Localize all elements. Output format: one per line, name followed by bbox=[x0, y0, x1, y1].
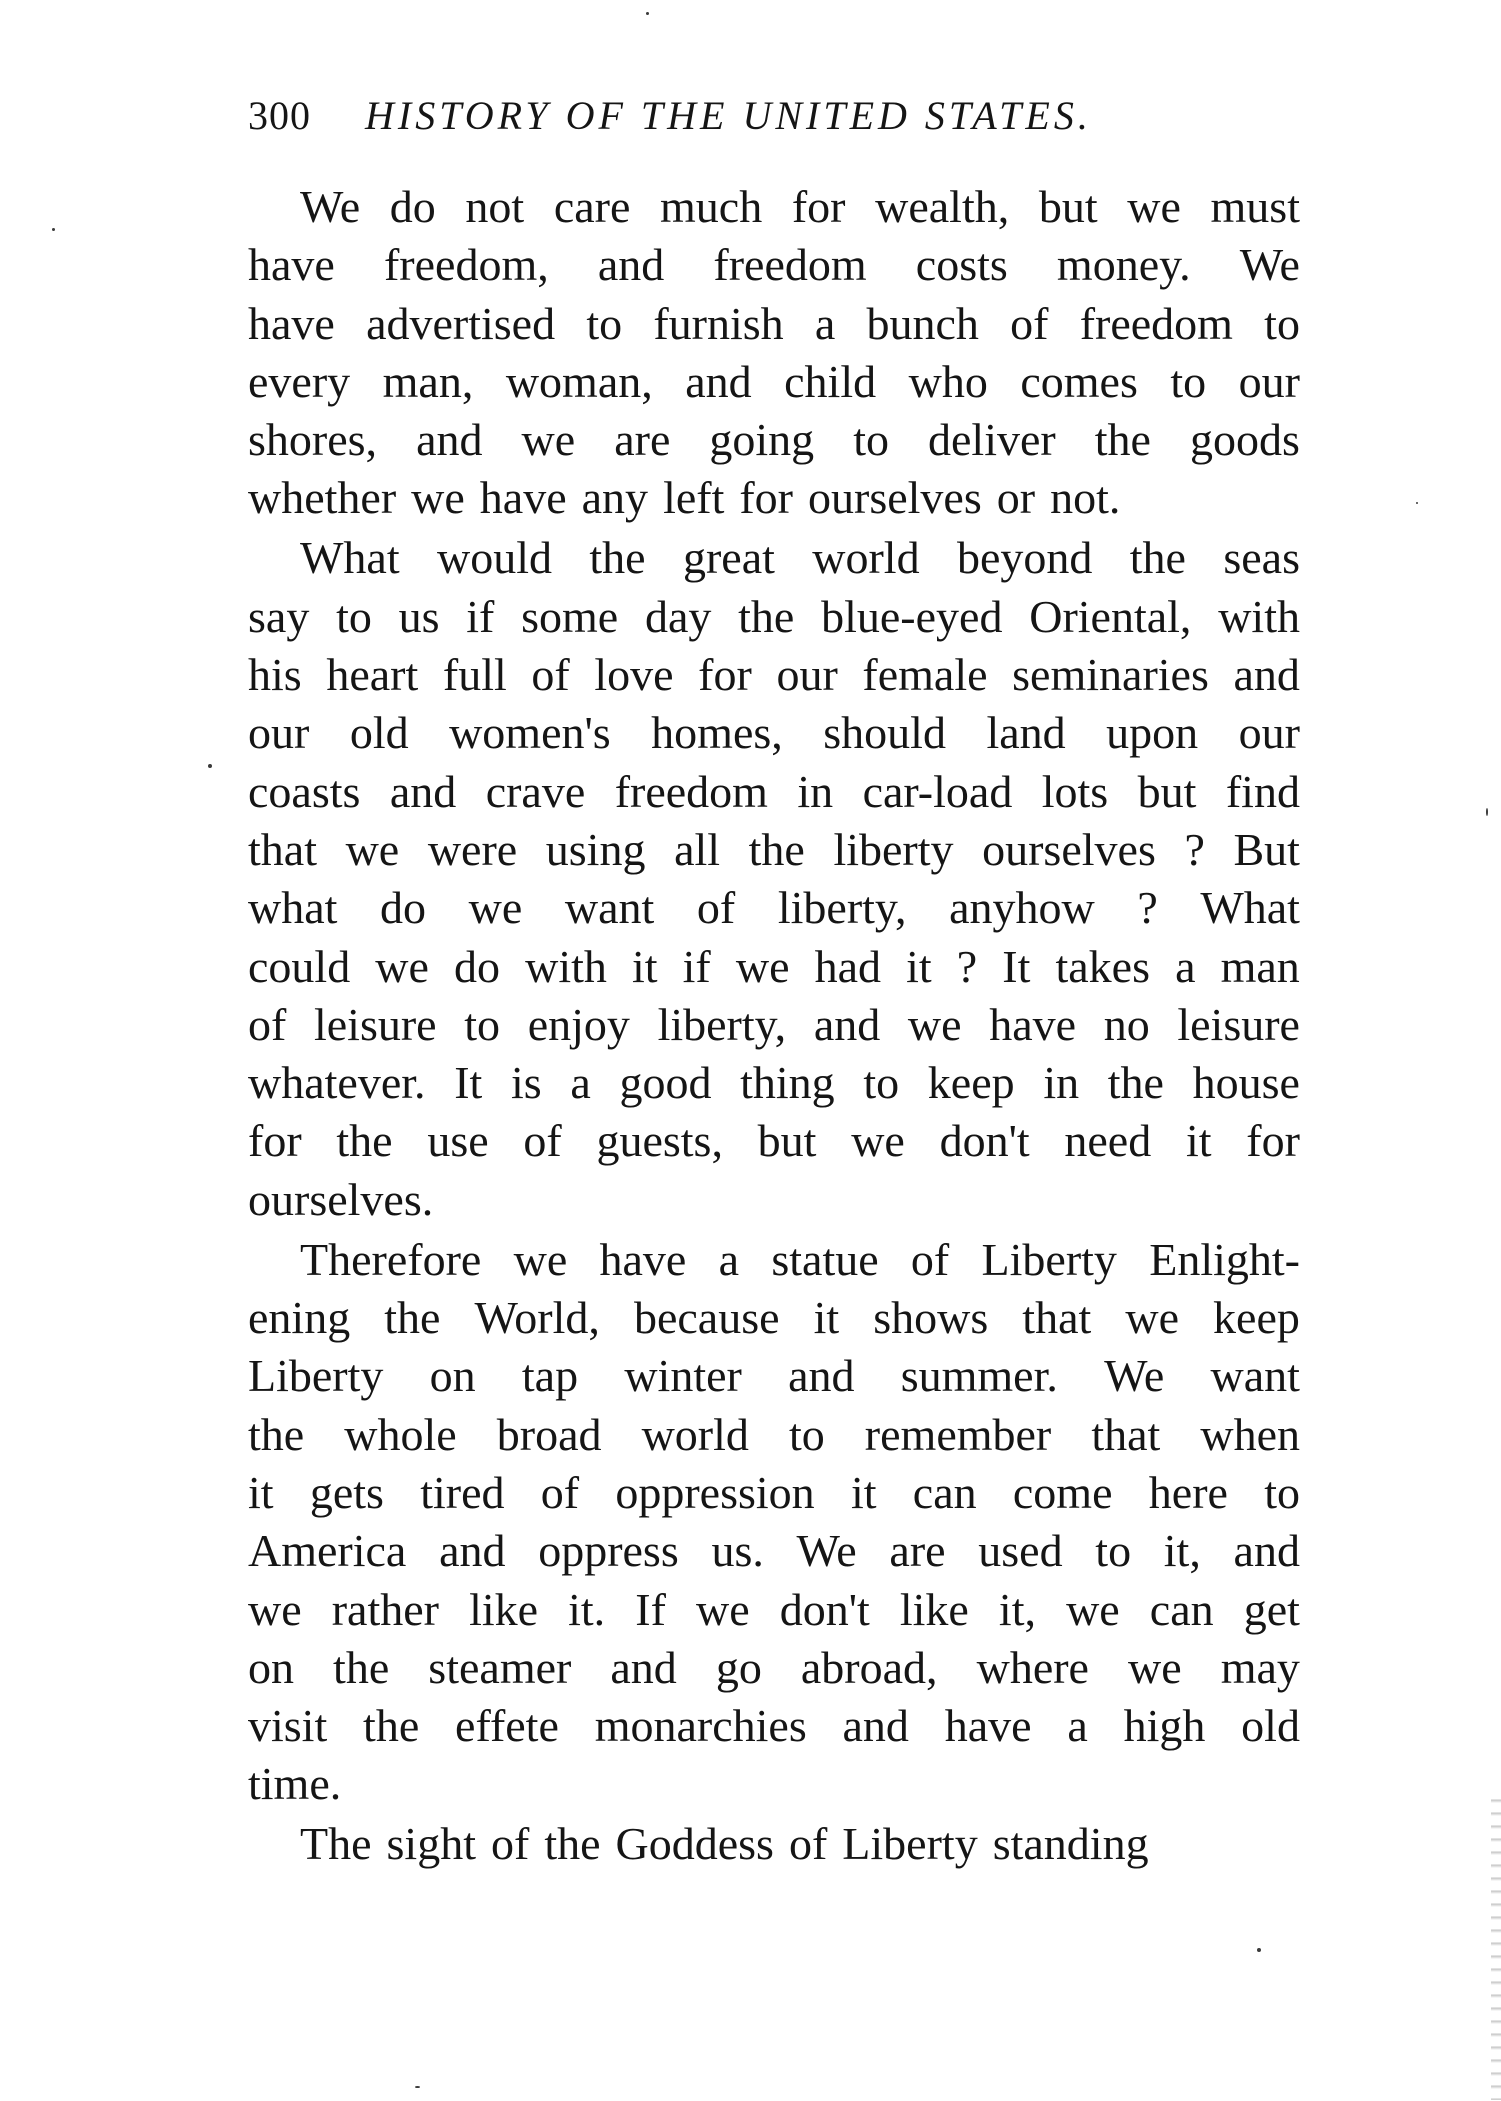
text-line: ourselves. bbox=[248, 1173, 434, 1225]
text-line: What would the great world beyond the seas bbox=[300, 532, 1300, 584]
ink-speck bbox=[646, 12, 649, 15]
text-line: whatever. It is a good thing to keep in the house bbox=[248, 1057, 1300, 1109]
text-line: say to us if some day the blue-eyed Oriental, with bbox=[248, 590, 1300, 642]
text-line: whether we have any left for ourselves or not. bbox=[248, 472, 1121, 524]
text-line: America and oppress us. We are used to it, and bbox=[248, 1525, 1300, 1577]
text-line: that we were using all the liberty ourselves ? But bbox=[248, 823, 1300, 875]
text-line: have freedom, and freedom costs money. We bbox=[248, 239, 1300, 291]
running-title: HISTORY OF THE UNITED STATES. bbox=[365, 93, 1092, 138]
ink-speck bbox=[208, 764, 212, 768]
text-line: coasts and crave freedom in car-load lots but find bbox=[248, 765, 1300, 817]
scan-edge-noise bbox=[1491, 1790, 1501, 2100]
text-line: Therefore we have a statue of Liberty Enlight- bbox=[300, 1233, 1300, 1285]
text-line: every man, woman, and child who comes to our bbox=[248, 355, 1300, 407]
running-head bbox=[248, 86, 1298, 146]
ink-speck bbox=[1416, 502, 1418, 504]
text-line: visit the effete monarchies and have a high old bbox=[248, 1700, 1300, 1752]
text-line: Liberty on tap winter and summer. We want bbox=[248, 1350, 1300, 1402]
ink-speck bbox=[52, 228, 55, 231]
text-line: we rather like it. If we don't like it, we can get bbox=[248, 1583, 1300, 1635]
text-line: for the use of guests, but we don't need it for bbox=[248, 1115, 1300, 1167]
text-line: could we do with it if we had it ? It takes a man bbox=[248, 940, 1300, 992]
text-line: it gets tired of oppression it can come here to bbox=[248, 1466, 1300, 1518]
text-line: shores, and we are going to deliver the goods bbox=[248, 414, 1300, 466]
ink-speck bbox=[1486, 808, 1488, 816]
text-line: have advertised to furnish a bunch of freedom to bbox=[248, 297, 1300, 349]
text-line: ening the World, because it shows that we keep bbox=[248, 1292, 1300, 1344]
text-line: our old women's homes, should land upon our bbox=[248, 707, 1300, 759]
text-line: We do not care much for wealth, but we must bbox=[300, 181, 1300, 232]
page-number: 300 bbox=[248, 93, 311, 138]
text-line: time. bbox=[248, 1758, 342, 1810]
text-line: what do we want of liberty, anyhow ? What bbox=[248, 882, 1300, 934]
text-line: of leisure to enjoy liberty, and we have no leisure bbox=[248, 998, 1300, 1050]
text-line: on the steamer and go abroad, where we may bbox=[248, 1641, 1300, 1693]
ink-speck bbox=[1257, 1948, 1261, 1952]
text-line: The sight of the Goddess of Liberty standing bbox=[300, 1818, 1149, 1870]
ink-speck bbox=[415, 2086, 420, 2088]
text-line: the whole broad world to remember that when bbox=[248, 1408, 1300, 1460]
body-text bbox=[248, 178, 1300, 1874]
text-line: his heart full of love for our female seminaries and bbox=[248, 649, 1300, 701]
